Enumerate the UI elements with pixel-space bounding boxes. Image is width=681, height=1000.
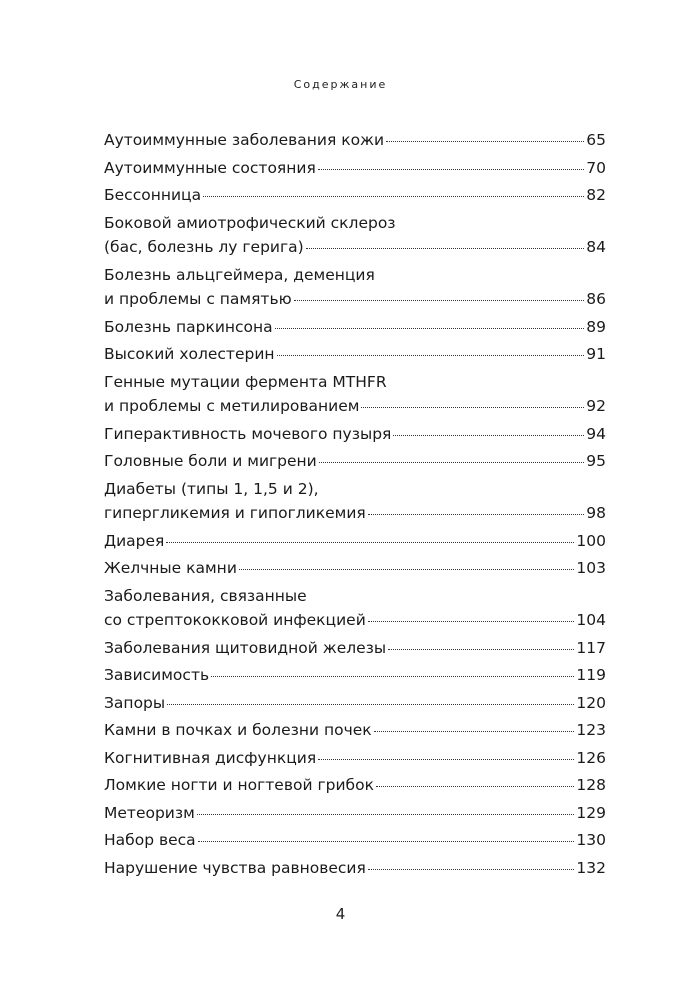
toc-entry-last-line bbox=[104, 342, 606, 367]
toc-entry bbox=[104, 156, 606, 181]
toc-entry-page-number: 119 bbox=[576, 666, 606, 684]
toc-entry-page-number: 100 bbox=[576, 531, 606, 550]
toc-entry-title-line: Ломкие ногти и ногтевой грибок bbox=[104, 776, 374, 794]
toc-entry-title-line: Высокий холестерин bbox=[104, 345, 275, 363]
toc-entry-last-line bbox=[104, 128, 606, 153]
dot-leader bbox=[203, 196, 584, 197]
toc-entry bbox=[104, 315, 606, 340]
toc-entry-title-line: Диарея bbox=[104, 531, 165, 550]
toc-entry-last-line bbox=[104, 183, 606, 208]
toc-entry bbox=[104, 856, 606, 881]
dot-leader bbox=[211, 676, 574, 677]
toc-entry bbox=[104, 342, 606, 367]
toc-entry-page-number: 65 bbox=[586, 131, 606, 149]
toc-entry-title-line: Желчные камни bbox=[104, 559, 237, 577]
toc-entry-page-number: 130 bbox=[576, 831, 606, 849]
toc-entry-page-number: 84 bbox=[586, 238, 606, 256]
toc-entry bbox=[104, 422, 606, 447]
toc-entry-last-line bbox=[104, 287, 606, 312]
dot-leader bbox=[306, 248, 585, 249]
dot-leader bbox=[386, 141, 584, 142]
toc-entry bbox=[104, 746, 606, 771]
toc-entry bbox=[104, 128, 606, 153]
toc-entry-title-line: Болезнь альцгеймера, деменция bbox=[104, 265, 375, 284]
dot-leader bbox=[374, 731, 575, 732]
toc-entry-title-line: Метеоризм bbox=[104, 803, 195, 822]
toc-entry-title-line: Заболевания щитовидной железы bbox=[104, 638, 387, 657]
toc-entry-last-line bbox=[104, 828, 606, 853]
dot-leader bbox=[275, 328, 585, 329]
toc-entry-page-number: 91 bbox=[586, 345, 606, 363]
running-head: Содержание bbox=[293, 78, 388, 91]
toc-entry-page-number: 123 bbox=[576, 721, 606, 739]
toc-entry-title-line: Когнитивная дисфункция bbox=[104, 748, 317, 767]
toc-entry-page-number: 120 bbox=[576, 693, 606, 712]
toc-entry-page-number: 104 bbox=[576, 611, 606, 629]
page-number: 4 bbox=[335, 905, 346, 923]
toc-entry-page-number: 103 bbox=[576, 559, 606, 577]
toc-entry-page-number: 82 bbox=[586, 186, 606, 204]
toc-entry-title-line: Бессонница bbox=[104, 186, 202, 204]
toc-entry bbox=[104, 584, 606, 633]
dot-leader bbox=[166, 542, 574, 543]
toc-entry-page-number: 98 bbox=[586, 504, 606, 522]
dot-leader bbox=[197, 814, 575, 815]
toc-entry-last-line bbox=[104, 156, 606, 181]
toc-entry-title-line: Аутоиммунные заболевания кожи bbox=[104, 131, 385, 149]
toc-entry bbox=[104, 663, 606, 688]
toc-entry-last-line bbox=[104, 501, 606, 526]
toc-entry bbox=[104, 773, 606, 798]
dot-leader bbox=[198, 841, 575, 842]
toc-entry-title-line: Запоры bbox=[104, 693, 166, 712]
toc-entry bbox=[104, 477, 606, 526]
toc-entry-last-line bbox=[104, 235, 606, 260]
toc-entry-title-line: (бас, болезнь лу герига) bbox=[104, 238, 304, 256]
toc-entry-last-line bbox=[104, 718, 606, 743]
dot-leader bbox=[277, 355, 585, 356]
toc-entry-last-line bbox=[104, 636, 606, 661]
dot-leader bbox=[319, 462, 585, 463]
dot-leader bbox=[368, 869, 575, 870]
toc-entry bbox=[104, 828, 606, 853]
toc-entry-page-number: 89 bbox=[586, 317, 606, 336]
dot-leader bbox=[239, 569, 575, 570]
toc-entry-page-number: 92 bbox=[586, 397, 606, 415]
toc-entry bbox=[104, 636, 606, 661]
toc-entry-title-line: гипергликемия и гипогликемия bbox=[104, 504, 366, 522]
dot-leader bbox=[376, 786, 574, 787]
dot-leader bbox=[361, 407, 584, 408]
toc-entry-last-line bbox=[104, 529, 606, 554]
toc-entry-title-line: Диабеты (типы 1, 1,5 и 2), bbox=[104, 479, 319, 498]
toc-entry-title-line: Головные боли и мигрени bbox=[104, 452, 317, 470]
dot-leader bbox=[167, 704, 574, 705]
toc-entry-page-number: 95 bbox=[586, 452, 606, 470]
toc-entry-title-line: Боковой амиотрофический склероз bbox=[104, 213, 396, 232]
toc-entry bbox=[104, 183, 606, 208]
toc-entry-title-line: и проблемы с метилированием bbox=[104, 397, 360, 415]
toc-entry-page-number: 94 bbox=[586, 424, 606, 443]
toc-entry-last-line bbox=[104, 856, 606, 881]
toc-entry-last-line bbox=[104, 315, 606, 340]
toc-entry-last-line bbox=[104, 801, 606, 826]
toc-entry bbox=[104, 211, 606, 260]
toc-entry-page-number: 126 bbox=[576, 748, 606, 767]
toc-entry-title-line: и проблемы с памятью bbox=[104, 290, 292, 308]
toc-entry-page-number: 132 bbox=[576, 858, 606, 877]
toc-entry-page-number: 117 bbox=[576, 638, 606, 657]
toc-entry-last-line bbox=[104, 663, 606, 688]
toc-entry-last-line bbox=[104, 691, 606, 716]
dot-leader bbox=[393, 435, 584, 436]
toc-entry bbox=[104, 718, 606, 743]
toc-entry-last-line bbox=[104, 422, 606, 447]
table-of-contents bbox=[104, 128, 606, 883]
dot-leader bbox=[388, 649, 574, 650]
toc-entry-title-line: Заболевания, связанные bbox=[104, 586, 307, 605]
dot-leader bbox=[368, 621, 575, 622]
toc-entry bbox=[104, 556, 606, 581]
toc-entry-title-line: Набор веса bbox=[104, 831, 196, 849]
toc-entry-last-line bbox=[104, 746, 606, 771]
toc-entry-page-number: 86 bbox=[586, 290, 606, 308]
toc-entry bbox=[104, 801, 606, 826]
toc-entry-page-number: 129 bbox=[576, 803, 606, 822]
toc-entry bbox=[104, 370, 606, 419]
toc-entry-title-line: Гиперактивность мочевого пузыря bbox=[104, 424, 392, 443]
dot-leader bbox=[368, 514, 585, 515]
toc-entry-last-line bbox=[104, 773, 606, 798]
toc-entry bbox=[104, 263, 606, 312]
dot-leader bbox=[318, 169, 584, 170]
dot-leader bbox=[318, 759, 574, 760]
toc-entry-title-line: Аутоиммунные состояния bbox=[104, 158, 316, 177]
toc-entry-title-line: Нарушение чувства равновесия bbox=[104, 858, 366, 877]
toc-entry bbox=[104, 529, 606, 554]
toc-entry-title-line: Болезнь паркинсона bbox=[104, 317, 273, 336]
toc-entry-title-line: Камни в почках и болезни почек bbox=[104, 721, 372, 739]
toc-entry-page-number: 128 bbox=[576, 776, 606, 794]
toc-entry-last-line bbox=[104, 394, 606, 419]
toc-entry bbox=[104, 449, 606, 474]
toc-entry-page-number: 70 bbox=[586, 158, 606, 177]
toc-entry-title-line: Зависимость bbox=[104, 666, 210, 684]
toc-entry-title-line: со стрептококковой инфекцией bbox=[104, 611, 366, 629]
toc-entry bbox=[104, 691, 606, 716]
toc-entry-last-line bbox=[104, 556, 606, 581]
toc-entry-last-line bbox=[104, 449, 606, 474]
dot-leader bbox=[294, 300, 585, 301]
toc-entry-last-line bbox=[104, 608, 606, 633]
toc-entry-title-line: Генные мутации фермента MTHFR bbox=[104, 372, 387, 391]
